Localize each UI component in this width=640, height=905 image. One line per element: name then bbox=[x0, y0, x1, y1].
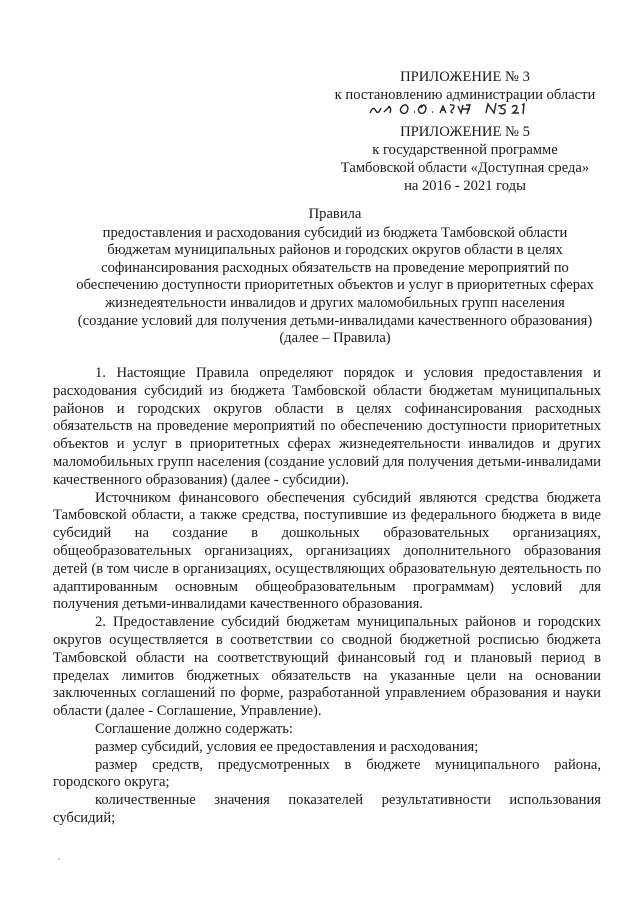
handwritten-date-signature bbox=[366, 99, 556, 119]
appendix-5-program: к государственной программе bbox=[372, 142, 558, 158]
appendix-5-title: ПРИЛОЖЕНИЕ № 5 bbox=[400, 124, 530, 140]
title-line: (создание условий для получения детьми-инвалидами качественного образования) bbox=[77, 312, 593, 329]
appendix-5-years: на 2016 - 2021 годы bbox=[404, 178, 526, 194]
title-heading: Правила bbox=[308, 206, 362, 222]
paragraph: количественные значения показателей результативности использования субсидий; bbox=[53, 792, 601, 826]
document-title bbox=[40, 206, 630, 348]
appendix-3-title: ПРИЛОЖЕНИЕ № 3 bbox=[400, 69, 530, 85]
paragraph: Источником финансового обеспечения субсидий являются средства бюджета Тамбовской области, а также средства, поступившие из федерального бюджета в виде субсидий на создание в дошкольных образовательных организациях, общеобразовательных организациях, организациях дополнительного образования детей (в том числе в организациях, осуществляющих образовательную деятельность по адаптированным основным общеобразовательным программам) условий для получения детьми-инвалидами качественного образования. bbox=[53, 489, 601, 613]
title-line: предоставления и расходования субсидий из бюджета Тамбовской области bbox=[102, 224, 568, 241]
paragraph: размер субсидий, условия ее предоставления и расходования; bbox=[95, 738, 479, 755]
appendix-5-header bbox=[300, 123, 630, 195]
document-body bbox=[53, 365, 601, 828]
appendix-5-program-name: Тамбовской области «Доступная среда» bbox=[340, 160, 590, 176]
title-line: обеспечению доступности приоритетных объектов и услуг в приоритетных сферах bbox=[76, 277, 594, 294]
title-line: жизнедеятельности инвалидов и других маломобильных групп населения bbox=[105, 294, 565, 311]
title-line: софинансирования расходных обязательств на проведение мероприятий по bbox=[101, 259, 569, 276]
paragraph: размер средств, предусмотренных в бюджете муниципального района, городского округа; bbox=[53, 756, 601, 791]
scan-speck bbox=[58, 858, 60, 860]
paragraph: Соглашение должно содержать: bbox=[95, 720, 293, 737]
title-line: (далее – Правила) bbox=[279, 330, 391, 347]
paragraph: 2. Предоставление субсидий бюджетам муниципальных районов и городских округов осуществляется в соответствии со сводной бюджетной росписью бюджета Тамбовской области на соответствующий финансовый год и плановый период в пределах лимитов бюджетных обязательств на указанные цели на основании заключенных соглашений по форме, разработанной управлением образования и науки области (далее - Соглашение, Управление). bbox=[53, 614, 601, 720]
paragraph: 1. Настоящие Правила определяют порядок и условия предоставления и расходования субсидий из бюджета Тамбовской области бюджетам муниципальных районов и городских округов области в целях софинансирования расходных обязательств на проведение мероприятий по обеспечению доступности приоритетных объектов и услуг в приоритетных сферах жизнедеятельности инвалидов и других маломобильных групп населения (создание условий для получения детьми-инвалидами качественного образования) (далее - субсидии). bbox=[53, 365, 601, 488]
title-line: бюджетам муниципальных районов и городских округов области в целях bbox=[107, 242, 563, 259]
appendix-3-reference: к постановлению администрации области bbox=[334, 87, 596, 103]
